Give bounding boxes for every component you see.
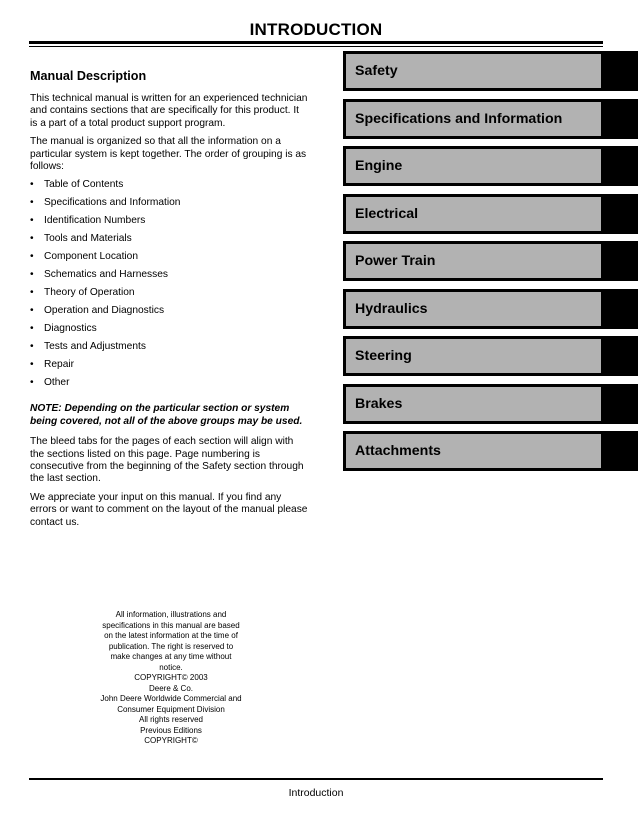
bullet-icon: •: [30, 197, 34, 209]
list-item: [30, 359, 308, 377]
tab-label: Attachments: [355, 443, 441, 459]
bullet-icon: •: [30, 233, 34, 245]
bullet-icon: •: [30, 287, 34, 299]
tab-label: Hydraulics: [355, 300, 428, 317]
bullet-icon: •: [30, 215, 34, 227]
list-item: [30, 233, 308, 251]
list-item-label: Diagnostics: [44, 323, 97, 335]
bullet-icon: •: [30, 179, 34, 191]
copyright-line: Deere & Co.: [148, 683, 194, 693]
bullet-icon: •: [30, 251, 34, 263]
tab-face: [346, 244, 601, 278]
tab-face: [346, 54, 601, 88]
list-item-label: Table of Contents: [44, 179, 124, 191]
tab-electrical[interactable]: [343, 194, 638, 234]
list-item-label: Specifications and Information: [44, 197, 181, 209]
copyright-line: specifications in this manual are based: [102, 620, 240, 630]
note-text: NOTE: Depending on the particular section or system being covered, not all of the above groups may be used.: [30, 403, 303, 427]
list-item-label: Other: [44, 377, 70, 389]
footer-rule: [29, 778, 603, 780]
list-item-label: Theory of Operation: [44, 287, 135, 299]
copyright-line: publication. The right is reserved to: [108, 641, 234, 651]
manual-description: [30, 69, 308, 535]
list-item: [30, 305, 308, 323]
bullet-icon: •: [30, 269, 34, 281]
tab-hydraulics[interactable]: [343, 289, 638, 329]
copyright-line: All information, illustrations and: [115, 610, 227, 619]
feedback-paragraph: We appreciate your input on this manual. If you find any errors or want to comment on the layout of the manual please contact us.: [30, 491, 308, 528]
copyright-line: notice.: [159, 662, 183, 672]
tab-label: Safety: [355, 63, 398, 79]
list-item-label: Schematics and Harnesses: [44, 269, 169, 281]
tab-steering[interactable]: [343, 336, 638, 376]
tab-label: Power Train: [355, 253, 436, 269]
tab-attachments[interactable]: [343, 431, 638, 471]
bleed-tabs-paragraph: The bleed tabs for the pages of each section will align with the sections listed on this page. Page numbering is consecutive from the beginning of the Safety section through the last section.: [30, 436, 304, 485]
tab-safety[interactable]: [343, 51, 638, 91]
copyright-line: COPYRIGHT© 2003: [134, 673, 208, 682]
copyright-line: on the latest information at the time of: [104, 631, 238, 640]
bullet-icon: •: [30, 377, 34, 389]
bullet-icon: •: [30, 341, 34, 353]
intro-paragraph: This technical manual is written for an experienced technician and contains sections that are specifically for this product. It is a part of a total product support program.: [30, 93, 308, 129]
list-item: [30, 179, 308, 197]
tab-label: Engine: [355, 158, 403, 174]
header-rule: [29, 41, 603, 44]
list-item: [30, 323, 308, 341]
tab-face: [346, 434, 601, 468]
list-item: [30, 269, 308, 287]
list-item: [30, 215, 308, 233]
list-item-label: Tests and Adjustments: [44, 341, 146, 353]
tab-face: [346, 292, 601, 326]
list-item-label: Identification Numbers: [44, 215, 146, 227]
grouping-list: [30, 179, 308, 395]
tab-engine[interactable]: [343, 146, 638, 186]
tab-face: [346, 339, 601, 373]
header-rule-thin: [29, 46, 603, 47]
copyright-line: All rights reserved: [138, 715, 204, 724]
tab-label: Steering: [355, 348, 412, 364]
list-item-label: Operation and Diagnostics: [44, 305, 165, 317]
tab-label: Brakes: [355, 395, 403, 412]
copyright-line: make changes at any time without: [110, 652, 232, 661]
copyright-line: Previous Editions: [140, 725, 202, 735]
copyright-line: John Deere Worldwide Commercial and: [100, 694, 242, 703]
list-item: [30, 287, 308, 305]
tab-label: Electrical: [355, 205, 419, 222]
list-item: [30, 341, 308, 359]
list-item: [30, 197, 308, 215]
list-item-label: Tools and Materials: [44, 233, 132, 245]
tab-face: [346, 197, 601, 231]
tab-label: Specifications and Information: [355, 110, 563, 127]
bullet-icon: •: [30, 323, 34, 335]
tab-face: [346, 102, 601, 136]
page-footer: Introduction: [288, 787, 344, 799]
list-item-label: Repair: [44, 359, 75, 371]
section-heading: Manual Description: [30, 69, 147, 83]
page-title: INTRODUCTION: [249, 20, 383, 39]
bullet-icon: •: [30, 305, 34, 317]
tab-specifications-and-information[interactable]: [343, 99, 638, 139]
tab-power-train[interactable]: [343, 241, 638, 281]
tab-face: [346, 149, 601, 183]
tab-brakes[interactable]: [343, 384, 638, 424]
list-item: [30, 251, 308, 269]
bullet-icon: •: [30, 359, 34, 371]
tab-face: [346, 387, 601, 421]
list-item: [30, 377, 308, 395]
organization-paragraph: The manual is organized so that all the information on a particular system is kept together. The order of grouping is as follows:: [30, 136, 307, 173]
copyright-line: Consumer Equipment Division: [117, 704, 225, 714]
copyright-notice: [92, 610, 250, 747]
copyright-line: COPYRIGHT©: [144, 736, 198, 745]
list-item-label: Component Location: [44, 251, 139, 263]
